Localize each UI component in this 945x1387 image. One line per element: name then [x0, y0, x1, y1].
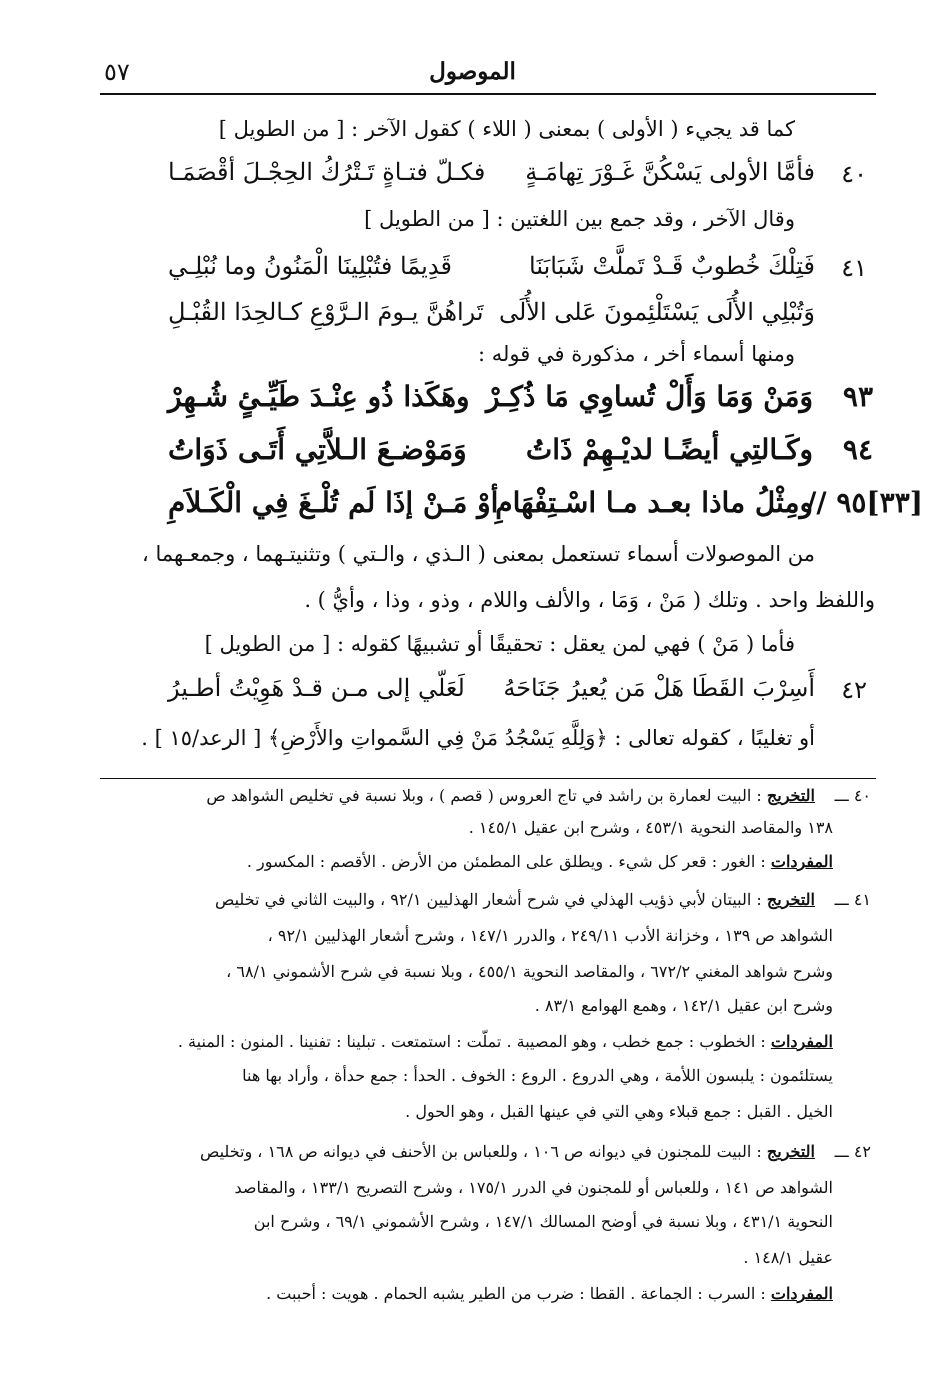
intro-line: كما قد يجيء ( الأولى ) بمعنى ( اللاء ) كقول الآخر : [ من الطويل ]: [218, 117, 795, 141]
verse-number: ٩٣: [842, 380, 873, 413]
verse-hemistich-right: وَمَنْ وَمَا وَأَلْ تُساوِي مَا ذُكِـرْ: [486, 380, 813, 413]
footnote-line: [247, 852, 833, 871]
footnote-label: التخريج: [766, 1142, 815, 1161]
footnote-line: الشواهد ص ١٣٩ ، وخزانة الأدب ٢٤٩/١١ ، والدرر ١٤٧/١ ، وشرح أشعار الهذليين ٩٢/١ ،: [267, 926, 833, 945]
verse-hemistich-left: وَمَوْضـعَ الـلاَّتِي أَتَـى ذَوَاتُ: [168, 433, 467, 466]
verse-number: ٤٢: [841, 676, 867, 704]
prose-line: واللفظ واحد . وتلك ( مَنْ ، وَمَا ، والألف واللام ، وذو ، وذا ، وأيُّ ) .: [304, 588, 875, 612]
footnote-line: الشواهد ص ١٤١ ، وللعباس أو للمجنون في الدرر ١٧٥/١ ، وشرح التصريح ١٣٣/١ ، والمقاصد: [234, 1178, 833, 1197]
footnote-text: : البيت لعمارة بن راشد في تاج العروس ( قصم ) ، وبلا نسبة في تخليص الشواهد ص: [206, 786, 762, 805]
prose-line: أو تغليبًا ، كقوله تعالى : ﴿وَلِلَّهِ يَسْجُدُ مَنْ فِي السَّمواتِ والأَرْضِ﴾ [ الرعد/١٥ ] .: [141, 726, 815, 750]
verse-hemistich-left: قَدِيمًا فتُبْلِينَا الْمَنُونُ وما نُبْلِـي: [168, 252, 452, 280]
footnote-label: المفردات: [770, 1032, 833, 1051]
footnote-label: التخريج: [766, 786, 815, 805]
verse-hemistich-left: تَراهُنَّ يـومَ الـرَّوْعِ كـالحِدَا القُبْـلِ: [168, 298, 484, 326]
footnote-line: يستلئمون : يلبسون اللأمة ، وهي الدروع . الروع : الخوف . الحدأ : جمع حدأة ، وأراد بها هنا: [242, 1066, 833, 1085]
footnote-number: ٤٠ ـــ: [834, 786, 871, 805]
footnote-number: ٤٢ ـــ: [834, 1142, 871, 1161]
footnote-line: الخيل . القبل : جمع قبلاء وهي التي في عينها القبل ، وهو الحول .: [405, 1102, 833, 1121]
verse-hemistich-right: وكَـالتِي أيضًـا لديْـهِمْ ذَاتُ: [525, 433, 813, 466]
footnote-line: [215, 890, 815, 909]
header-rule: [100, 93, 876, 95]
footnote-line: وشرح ابن عقيل ١٤٢/١ ، وهمع الهوامع ٨٣/١ .: [534, 996, 833, 1015]
verse-number: ٩٤: [842, 433, 873, 466]
footnote-text: : السرب : الجماعة . القطا : ضرب من الطير يشبه الحمام . هويت : أحببت .: [266, 1284, 766, 1303]
footnote-text: : الخطوب : جمع خطب ، وهو المصيبة . تملّت : استمتعت . تبلينا : تفنينا . المنون : المنية .: [177, 1032, 766, 1051]
verse-number: [٣٣]٩٥ //: [806, 486, 923, 519]
footnote-label: المفردات: [770, 852, 833, 871]
footnote-text: : الغور : قعر كل شيء . ويطلق على المطمئن من الأرض . الأقصم : المكسور .: [246, 852, 766, 871]
verse-hemistich-left: فكـلّ فتـاةٍ تَـتْرُكُ الحِجْـلَ أقْصَمَـا: [168, 158, 486, 186]
footnote-label: التخريج: [766, 890, 815, 909]
footnote-text: : البيت للمجنون في ديوانه ص ١٠٦ ، وللعباس بن الأحنف في ديوانه ص ١٦٨ ، وتخليص: [199, 1142, 762, 1161]
footnote-line: [266, 1284, 833, 1303]
prose-line: من الموصولات أسماء تستعمل بمعنى ( الـذي ، والـتي ) وتثنيتـهما ، وجمعـهما ،: [142, 542, 815, 566]
verse-hemistich-right: وَتُبْلِي الأُلَى يَسْتَلْئِمونَ عَلى الأُلَى: [498, 298, 815, 326]
footnote-line: عقيل ١٤٨/١ .: [743, 1248, 833, 1267]
prose-line: فأما ( مَنْ ) فهي لمن يعقل : تحقيقًا أو تشبيهًا كقوله : [ من الطويل ]: [204, 632, 795, 656]
verse-hemistich-right: فَتِلْكَ خُطوبٌ قَـدْ تَملَّتْ شَبَابَنَا: [529, 252, 815, 280]
footnote-rule: [100, 778, 876, 779]
verse-hemistich-left: لَعَلّي إلى مـن قـدْ هَوِيْتُ أطـيرُ: [168, 674, 465, 702]
verse-number: ٤٠: [841, 160, 867, 188]
footnote-line: [178, 1032, 833, 1051]
footnote-label: المفردات: [770, 1284, 833, 1303]
verse-hemistich-right: ومِثْلُ ماذا بعـد مـا اسْـتِفْهَامِ: [495, 486, 813, 519]
verse-hemistich-right: أَسِرْبَ القَطَا هَلْ مَن يُعيرُ جَنَاحَهُ: [503, 674, 815, 702]
page-title: الموصول: [429, 58, 516, 85]
verse-hemistich-right: فأمَّا الأولى يَسْكُنَّ غَـوْرَ تِهامَـةٍ: [525, 158, 815, 186]
footnote-text: : البيتان لأبي ذؤيب الهذلي في شرح أشعار الهذليين ٩٢/١ ، والبيت الثاني في تخليص: [214, 890, 762, 909]
footnote-line: [200, 1142, 815, 1161]
verse-number: ٤١: [841, 254, 867, 282]
footnote-line: [206, 786, 815, 805]
verse-hemistich-left: وهَكَذا ذُو عِنْـدَ طَيِّـئٍ شُـهِرْ: [168, 380, 470, 413]
page-number: ٥٧: [104, 58, 130, 86]
prose-line: وقال الآخر ، وقد جمع بين اللغتين : [ من الطويل ]: [364, 207, 795, 231]
verse-hemistich-left: أوْ مَـنْ إذَا لَم تُلْـغَ فِي الْكَـلاَمِ: [168, 486, 499, 519]
footnote-number: ٤١ ـــ: [834, 890, 871, 909]
footnote-line: وشرح شواهد المغني ٦٧٢/٢ ، والمقاصد النحوية ٤٥٥/١ ، وبلا نسبة في شرح الأشموني ٦٨/١ ،: [226, 962, 833, 981]
prose-line: ومنها أسماء أخر ، مذكورة في قوله :: [478, 342, 795, 366]
footnote-line: ١٣٨ والمقاصد النحوية ٤٥٣/١ ، وشرح ابن عقيل ١٤٥/١ .: [468, 818, 833, 837]
footnote-line: النحوية ٤٣١/١ ، وبلا نسبة في أوضح المسالك ١٤٧/١ ، وشرح الأشموني ٦٩/١ ، وشرح ابن: [253, 1212, 833, 1231]
